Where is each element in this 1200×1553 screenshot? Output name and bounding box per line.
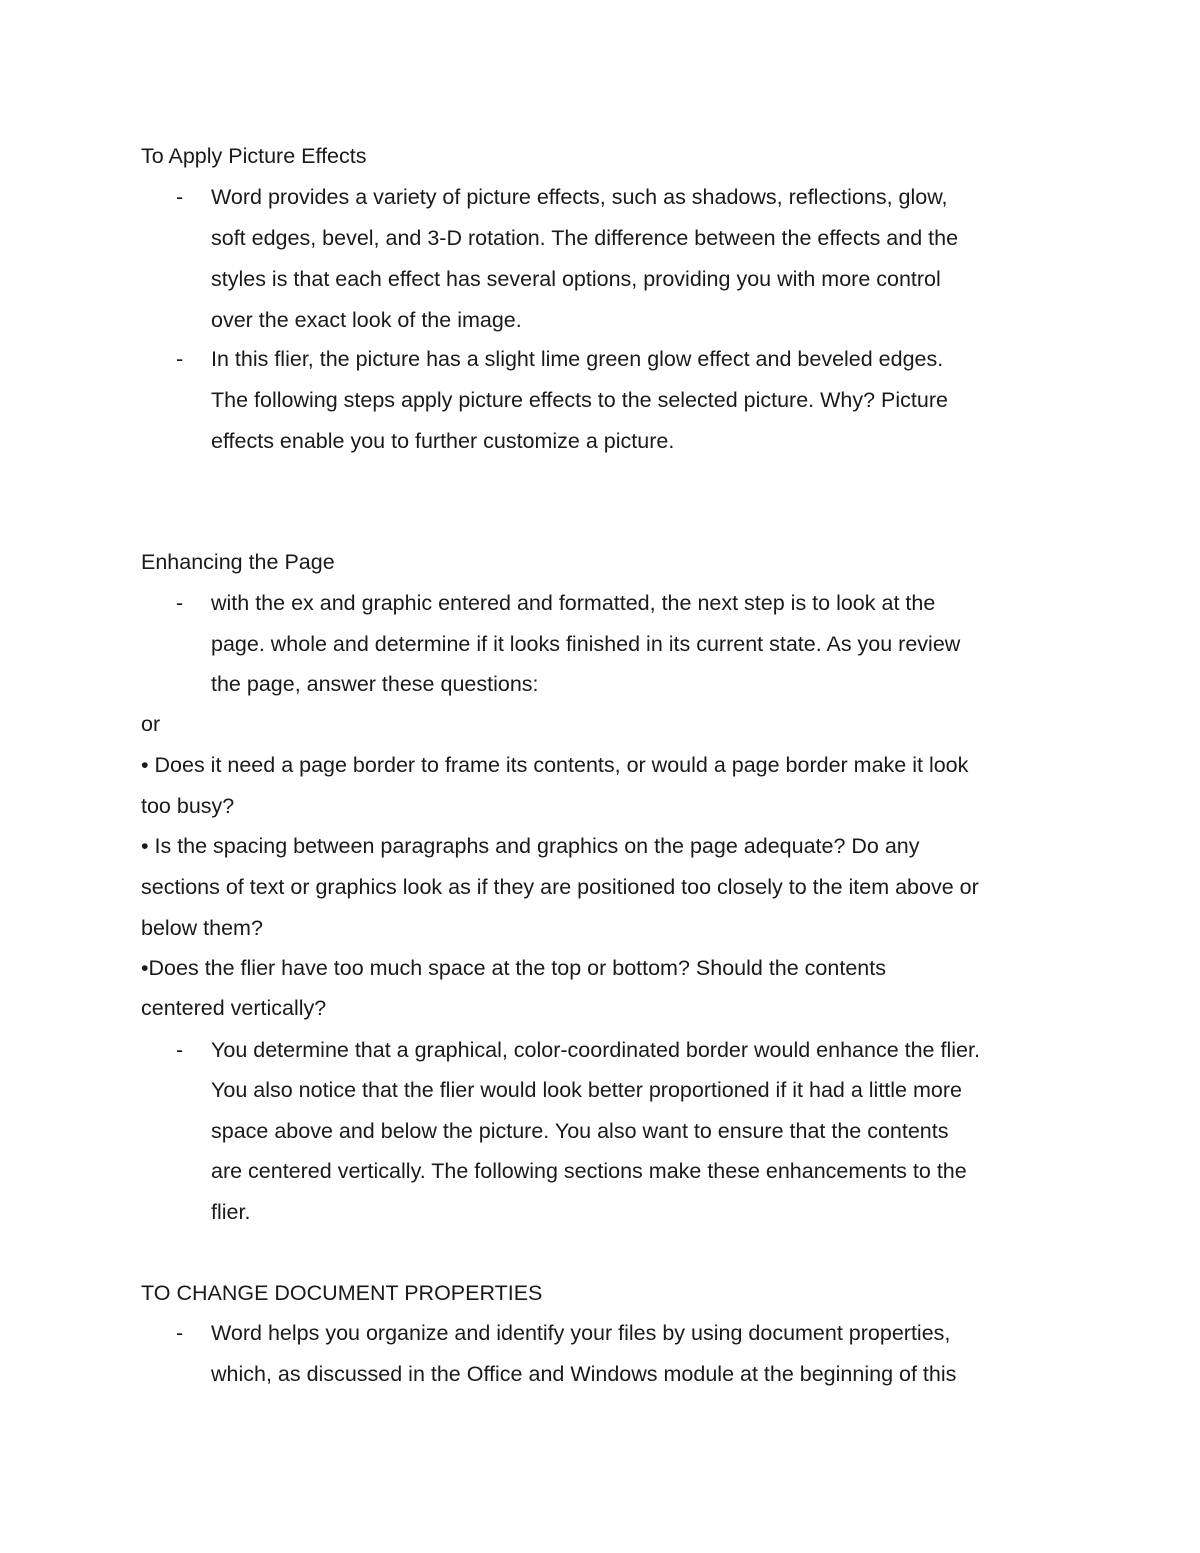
- bullet-marker: -: [176, 1321, 184, 1345]
- bullet-marker: -: [176, 1038, 184, 1062]
- paragraph-line: are centered vertically. The following sections make these enhancements to the: [211, 1159, 967, 1183]
- paragraph-line: space above and below the picture. You also want to ensure that the contents: [211, 1119, 949, 1143]
- paragraph-line: You also notice that the flier would look better proportioned if it had a little more: [211, 1078, 962, 1102]
- question-line: too busy?: [141, 794, 235, 818]
- paragraph-line: the page, answer these questions:: [211, 672, 539, 696]
- paragraph-line: which, as discussed in the Office and Windows module at the beginning of this: [211, 1362, 957, 1386]
- paragraph-line: In this flier, the picture has a slight lime green glow effect and beveled edges.: [211, 347, 944, 371]
- paragraph-line: soft edges, bevel, and 3-D rotation. The difference between the effects and the: [211, 226, 959, 250]
- section-heading-enhancing-the-page: Enhancing the Page: [141, 550, 335, 574]
- question-line: below them?: [141, 916, 263, 940]
- section-heading-change-document-properties: TO CHANGE DOCUMENT PROPERTIES: [141, 1281, 543, 1305]
- paragraph-line: You determine that a graphical, color-coordinated border would enhance the flier.: [211, 1038, 980, 1062]
- paragraph-line: effects enable you to further customize a picture.: [211, 429, 675, 453]
- question-line: sections of text or graphics look as if they are positioned too closely to the item above or: [141, 875, 979, 899]
- paragraph-line: with the ex and graphic entered and formatted, the next step is to look at the: [211, 591, 936, 615]
- bullet-marker: -: [176, 347, 184, 371]
- bullet-marker: -: [176, 185, 184, 209]
- question-line: • Does it need a page border to frame its contents, or would a page border make it look: [141, 753, 969, 777]
- paragraph-line: Word helps you organize and identify your files by using document properties,: [211, 1321, 951, 1345]
- section-heading-apply-picture-effects: To Apply Picture Effects: [141, 144, 367, 168]
- paragraph-line: The following steps apply picture effects to the selected picture. Why? Picture: [211, 388, 948, 412]
- paragraph-line: Word provides a variety of picture effects, such as shadows, reflections, glow,: [211, 185, 948, 209]
- question-line: • Is the spacing between paragraphs and graphics on the page adequate? Do any: [141, 834, 920, 858]
- paragraph-line: styles is that each effect has several options, providing you with more control: [211, 267, 941, 291]
- paragraph-line: page. whole and determine if it looks finished in its current state. As you review: [211, 632, 961, 656]
- paragraph-line: or: [141, 712, 161, 736]
- question-line: •Does the flier have too much space at the top or bottom? Should the contents: [141, 956, 886, 980]
- question-line: centered vertically?: [141, 996, 327, 1020]
- paragraph-line: flier.: [211, 1200, 251, 1224]
- paragraph-line: over the exact look of the image.: [211, 308, 522, 332]
- bullet-marker: -: [176, 591, 184, 615]
